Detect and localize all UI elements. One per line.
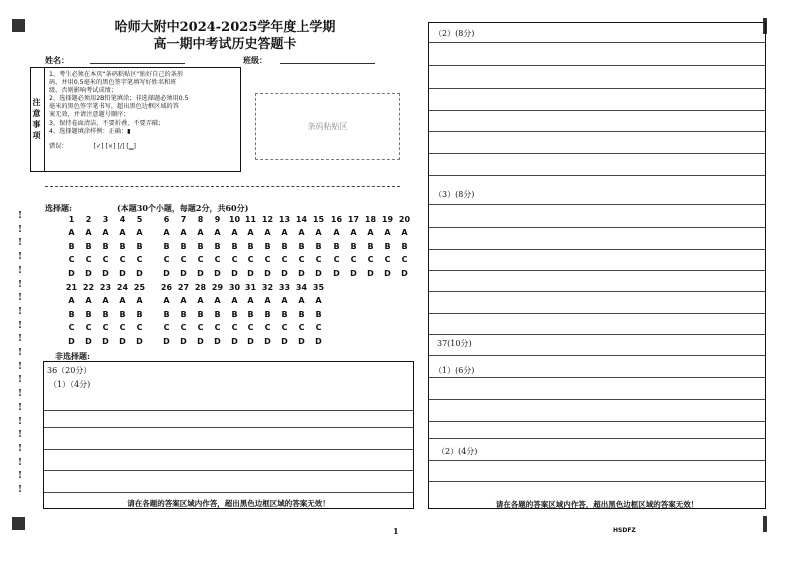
option-bubble-c[interactable]: C: [197, 323, 204, 332]
option-bubble-b[interactable]: B: [85, 309, 92, 319]
notice-line: 2、选择题必须用2B铅笔填涂；非选择题必须用0.5: [49, 95, 189, 103]
option-bubble-c[interactable]: C: [350, 255, 357, 264]
option-bubble-c[interactable]: C: [281, 255, 288, 264]
answer-line[interactable]: [429, 421, 765, 422]
q36-title: 36（20分）: [47, 366, 92, 375]
option-bubble-a[interactable]: A: [163, 228, 170, 237]
margin-mark: !: [18, 443, 22, 454]
choice-section-note: (本题30个小题，每题2分，共60分): [117, 203, 249, 213]
option-bubble-b[interactable]: B: [367, 241, 374, 251]
answer-line[interactable]: [429, 249, 765, 250]
barcode-area[interactable]: [255, 93, 400, 160]
option-bubble-c[interactable]: C: [298, 255, 305, 264]
option-bubble-c[interactable]: C: [119, 255, 126, 264]
question-number: 24: [116, 283, 129, 292]
right-answer-box: [428, 22, 766, 509]
question-number: 4: [119, 215, 126, 224]
option-bubble-b[interactable]: B: [68, 241, 75, 251]
option-bubble-a[interactable]: A: [102, 296, 109, 305]
option-bubble-b[interactable]: B: [401, 241, 408, 251]
q36-sub2-title: （2）(8分): [434, 29, 475, 38]
answer-line[interactable]: [429, 131, 765, 132]
option-bubble-a[interactable]: A: [119, 296, 126, 305]
option-bubble-d[interactable]: D: [247, 336, 254, 346]
margin-mark: !: [18, 471, 22, 482]
option-bubble-d[interactable]: D: [102, 268, 109, 278]
option-bubble-c[interactable]: C: [367, 255, 374, 264]
footer-warning-left: 请在各题的答案区域内作答，超出黑色边框区域的答案无效！: [127, 499, 330, 508]
option-bubble-b[interactable]: B: [384, 241, 391, 251]
margin-mark: !: [18, 224, 22, 235]
question-number: 14: [295, 215, 308, 224]
option-bubble-d[interactable]: D: [85, 336, 92, 346]
margin-mark: !: [18, 252, 22, 263]
question-number: 30: [228, 283, 241, 292]
option-bubble-c[interactable]: C: [333, 255, 340, 264]
question-number: 10: [228, 215, 241, 224]
option-bubble-d[interactable]: D: [197, 268, 204, 278]
answer-line[interactable]: [429, 110, 765, 111]
option-bubble-d[interactable]: D: [333, 268, 340, 278]
option-bubble-d[interactable]: D: [119, 336, 126, 346]
margin-mark: !: [18, 430, 22, 441]
registration-mark-top-left: [12, 19, 25, 32]
option-bubble-b[interactable]: B: [231, 241, 238, 251]
option-bubble-d[interactable]: D: [298, 336, 305, 346]
answer-line[interactable]: [429, 42, 765, 43]
registration-mark-bottom-right: [763, 516, 767, 532]
nonchoice-section-label: 非选择题:: [55, 351, 90, 361]
question-number: 9: [214, 215, 221, 224]
question-number: 12: [261, 215, 274, 224]
option-bubble-b[interactable]: B: [264, 241, 271, 251]
option-bubble-a[interactable]: A: [197, 228, 204, 237]
option-bubble-a[interactable]: A: [102, 228, 109, 237]
option-bubble-b[interactable]: B: [102, 241, 109, 251]
notice-line: 案无效，并请注意题号顺序；: [49, 111, 130, 119]
option-bubble-c[interactable]: C: [384, 255, 391, 264]
option-bubble-a[interactable]: A: [231, 228, 238, 237]
option-bubble-d[interactable]: D: [68, 336, 75, 346]
option-bubble-d[interactable]: D: [315, 268, 322, 278]
question-number: 35: [312, 283, 325, 292]
question-number: 6: [163, 215, 170, 224]
answer-line[interactable]: [429, 204, 765, 205]
answer-line[interactable]: [44, 470, 413, 471]
option-bubble-b[interactable]: B: [85, 241, 92, 251]
option-bubble-c[interactable]: C: [401, 255, 408, 264]
answer-line[interactable]: [429, 175, 765, 176]
q36-sub3-title: （3）(8分): [434, 190, 475, 199]
option-bubble-d[interactable]: D: [68, 268, 75, 278]
notice-line: 毫米的黑色签字笔书写，超出黑色边框区域的答: [49, 103, 179, 111]
option-bubble-d[interactable]: D: [102, 336, 109, 346]
answer-line[interactable]: [429, 88, 765, 89]
question-number: 22: [82, 283, 95, 292]
option-bubble-c[interactable]: C: [214, 255, 221, 264]
option-bubble-a[interactable]: A: [367, 228, 374, 237]
footer-warning-right: 请在各题的答案区域内作答，超出黑色边框区域的答案无效！: [495, 500, 699, 509]
option-bubble-d[interactable]: D: [298, 268, 305, 278]
option-bubble-d[interactable]: D: [85, 268, 92, 278]
notice-heading: 注意事项: [31, 68, 45, 171]
notice-line: 4、选择题填涂样例：正确：▮: [49, 127, 131, 135]
option-bubble-b[interactable]: B: [197, 241, 204, 251]
option-bubble-b[interactable]: B: [264, 309, 271, 319]
answer-line[interactable]: [44, 449, 413, 450]
answer-line[interactable]: [44, 427, 413, 428]
margin-mark: !: [18, 375, 22, 386]
option-bubble-d[interactable]: D: [281, 336, 288, 346]
option-bubble-a[interactable]: A: [136, 296, 143, 305]
option-bubble-a[interactable]: A: [197, 296, 204, 305]
option-bubble-b[interactable]: B: [281, 309, 288, 319]
option-bubble-a[interactable]: A: [214, 296, 221, 305]
option-bubble-c[interactable]: C: [119, 323, 126, 332]
notice-line: 级，否则影响考试成绩；: [49, 87, 118, 95]
answer-line[interactable]: [44, 410, 413, 411]
answer-line[interactable]: [429, 377, 765, 378]
option-bubble-d[interactable]: D: [315, 336, 322, 346]
option-bubble-c[interactable]: C: [136, 255, 143, 264]
question-number: 26: [160, 283, 173, 292]
question-number: 8: [197, 215, 204, 224]
option-bubble-c[interactable]: C: [163, 255, 170, 264]
option-bubble-c[interactable]: C: [68, 323, 75, 332]
option-bubble-d[interactable]: D: [231, 268, 238, 278]
question-number: 33: [278, 283, 291, 292]
option-bubble-d[interactable]: D: [180, 268, 187, 278]
option-bubble-a[interactable]: A: [247, 228, 254, 237]
option-bubble-b[interactable]: B: [350, 241, 357, 251]
option-bubble-a[interactable]: A: [298, 228, 305, 237]
option-bubble-b[interactable]: B: [247, 241, 254, 251]
margin-mark: !: [18, 306, 22, 317]
q37-title: 37(10分): [437, 339, 472, 348]
margin-mark: !: [18, 293, 22, 304]
option-bubble-c[interactable]: C: [281, 323, 288, 332]
page-title-line2: 高一期中考试历史答题卡: [153, 37, 297, 52]
margin-mark: !: [18, 348, 22, 358]
option-bubble-d[interactable]: D: [163, 268, 170, 278]
option-bubble-c[interactable]: C: [264, 323, 271, 332]
question-number: 27: [177, 283, 190, 292]
option-bubble-c[interactable]: C: [85, 323, 92, 332]
option-bubble-a[interactable]: A: [281, 296, 288, 305]
option-bubble-a[interactable]: A: [68, 296, 75, 305]
option-bubble-a[interactable]: A: [180, 296, 187, 305]
dashed-separator: [45, 186, 400, 187]
answer-line[interactable]: [429, 481, 765, 482]
wrong-examples: [✓] [×] [/] [▁]: [93, 142, 136, 150]
question-number: 3: [102, 215, 109, 224]
notice-line: 码，并用0.5毫米的黑色签字笔填写好姓名和班: [49, 79, 177, 87]
option-bubble-d[interactable]: D: [264, 268, 271, 278]
option-bubble-d[interactable]: D: [214, 336, 221, 346]
answer-line[interactable]: [429, 355, 765, 356]
option-bubble-b[interactable]: B: [163, 241, 170, 251]
option-bubble-b[interactable]: B: [214, 241, 221, 251]
option-bubble-d[interactable]: D: [119, 268, 126, 278]
name-field[interactable]: [90, 54, 185, 64]
option-bubble-a[interactable]: A: [350, 228, 357, 237]
q36-sub1-title: （1）（4分): [49, 380, 91, 389]
option-bubble-d[interactable]: D: [214, 268, 221, 278]
question-number: 17: [347, 215, 360, 224]
option-bubble-b[interactable]: B: [333, 241, 340, 251]
q37-sub1-title: （1）(6分): [434, 366, 475, 375]
option-bubble-c[interactable]: C: [247, 255, 254, 264]
option-bubble-c[interactable]: C: [315, 323, 322, 332]
option-bubble-c[interactable]: C: [231, 323, 238, 332]
option-bubble-c[interactable]: C: [247, 323, 254, 332]
page-number: 1: [393, 526, 399, 536]
option-bubble-a[interactable]: A: [298, 296, 305, 305]
question-number: 18: [364, 215, 377, 224]
notice-content: [45, 68, 240, 171]
name-label: 姓名：: [45, 55, 69, 65]
option-bubble-b[interactable]: B: [119, 241, 126, 251]
option-bubble-a[interactable]: A: [315, 228, 322, 237]
option-bubble-d[interactable]: D: [247, 268, 254, 278]
option-bubble-a[interactable]: A: [85, 296, 92, 305]
option-bubble-b[interactable]: B: [136, 309, 143, 319]
option-bubble-b[interactable]: B: [281, 241, 288, 251]
answer-line[interactable]: [429, 438, 765, 439]
question-number: 7: [180, 215, 187, 224]
question-number: 19: [381, 215, 394, 224]
option-bubble-d[interactable]: D: [197, 336, 204, 346]
option-bubble-d[interactable]: D: [180, 336, 187, 346]
option-bubble-b[interactable]: B: [247, 309, 254, 319]
class-field[interactable]: [280, 54, 375, 64]
option-bubble-a[interactable]: A: [136, 228, 143, 237]
wrong-example-label: 错误：: [49, 142, 68, 150]
option-bubble-a[interactable]: A: [401, 228, 408, 237]
margin-mark: !: [18, 389, 22, 400]
option-bubble-d[interactable]: D: [384, 268, 391, 278]
margin-mark: !: [18, 485, 22, 495]
page-title-line1: 哈师大附中2024-2025学年度上学期: [114, 20, 336, 35]
option-bubble-c[interactable]: C: [180, 255, 187, 264]
option-bubble-c[interactable]: C: [231, 255, 238, 264]
question-number: 28: [194, 283, 207, 292]
margin-mark: !: [18, 361, 22, 372]
option-bubble-a[interactable]: A: [231, 296, 238, 305]
option-bubble-c[interactable]: C: [298, 323, 305, 332]
option-bubble-a[interactable]: A: [68, 228, 75, 237]
option-bubble-d[interactable]: D: [281, 268, 288, 278]
sheet-code: HSDFZ: [613, 527, 636, 534]
question-number: 32: [261, 283, 274, 292]
margin-mark: !: [18, 265, 22, 276]
q37-sub2-title: （2）(4分): [437, 447, 478, 456]
option-bubble-b[interactable]: B: [102, 309, 109, 319]
question-number: 25: [133, 283, 146, 292]
option-bubble-c[interactable]: C: [315, 255, 322, 264]
answer-line[interactable]: [429, 460, 765, 461]
option-bubble-c[interactable]: C: [264, 255, 271, 264]
option-bubble-b[interactable]: B: [298, 241, 305, 251]
option-bubble-d[interactable]: D: [231, 336, 238, 346]
margin-mark: !: [18, 238, 22, 249]
option-bubble-a[interactable]: A: [119, 228, 126, 237]
answer-line[interactable]: [429, 291, 765, 292]
answer-line[interactable]: [429, 65, 765, 66]
option-bubble-b[interactable]: B: [298, 309, 305, 319]
option-bubble-a[interactable]: A: [247, 296, 254, 305]
registration-mark-bottom-left: [12, 517, 25, 530]
answer-line[interactable]: [429, 399, 765, 400]
margin-mark: !: [18, 416, 22, 427]
option-bubble-a[interactable]: A: [264, 228, 271, 237]
margin-mark: !: [18, 402, 22, 413]
option-bubble-c[interactable]: C: [180, 323, 187, 332]
margin-mark: !: [18, 334, 22, 345]
option-bubble-b[interactable]: B: [163, 309, 170, 319]
answer-line[interactable]: [429, 334, 765, 335]
question-number: 11: [244, 215, 257, 224]
option-bubble-c[interactable]: C: [85, 255, 92, 264]
q36-answer-box: [43, 361, 414, 509]
option-bubble-d[interactable]: D: [136, 336, 143, 346]
option-bubble-b[interactable]: B: [68, 309, 75, 319]
question-number: 2: [85, 215, 92, 224]
class-label: 班级：: [243, 55, 267, 65]
option-bubble-d[interactable]: D: [264, 336, 271, 346]
answer-line[interactable]: [44, 492, 413, 493]
option-bubble-b[interactable]: B: [180, 241, 187, 251]
option-bubble-a[interactable]: A: [214, 228, 221, 237]
question-number: 23: [99, 283, 112, 292]
option-bubble-a[interactable]: A: [85, 228, 92, 237]
option-bubble-a[interactable]: A: [163, 296, 170, 305]
option-bubble-c[interactable]: C: [102, 255, 109, 264]
option-bubble-c[interactable]: C: [136, 323, 143, 332]
option-bubble-b[interactable]: B: [214, 309, 221, 319]
option-bubble-a[interactable]: A: [315, 296, 322, 305]
option-bubble-d[interactable]: D: [367, 268, 374, 278]
option-bubble-a[interactable]: A: [384, 228, 391, 237]
option-bubble-d[interactable]: D: [401, 268, 408, 278]
option-bubble-a[interactable]: A: [333, 228, 340, 237]
notice-line: 3、保持卷面清洁，不要折叠，不要弄破；: [49, 119, 165, 127]
notice-box: [30, 67, 241, 172]
option-bubble-b[interactable]: B: [231, 309, 238, 319]
option-bubble-a[interactable]: A: [180, 228, 187, 237]
barcode-label: 条码粘贴区: [307, 122, 348, 131]
answer-line[interactable]: [429, 313, 765, 314]
choice-section-label: 选择题:: [45, 203, 72, 213]
question-number: 16: [330, 215, 343, 224]
question-number: 31: [244, 283, 257, 292]
option-bubble-c[interactable]: C: [163, 323, 170, 332]
question-number: 15: [312, 215, 325, 224]
question-number: 1: [68, 215, 75, 224]
answer-line[interactable]: [429, 227, 765, 228]
option-bubble-d[interactable]: D: [136, 268, 143, 278]
margin-mark: !: [18, 211, 22, 221]
margin-mark: !: [18, 320, 22, 331]
question-number: 5: [136, 215, 143, 224]
question-number: 21: [65, 283, 78, 292]
question-number: 13: [278, 215, 291, 224]
option-bubble-b[interactable]: B: [180, 309, 187, 319]
notice-line: 1、考生必须在本页“条码粘贴区”贴好自己的条形: [49, 71, 184, 78]
option-bubble-a[interactable]: A: [264, 296, 271, 305]
option-bubble-b[interactable]: B: [119, 309, 126, 319]
option-bubble-a[interactable]: A: [281, 228, 288, 237]
margin-mark: !: [18, 279, 22, 290]
option-bubble-c[interactable]: C: [68, 255, 75, 264]
question-number: 20: [398, 215, 411, 224]
option-bubble-c[interactable]: C: [214, 323, 221, 332]
option-bubble-b[interactable]: B: [315, 241, 322, 251]
answer-line[interactable]: [429, 153, 765, 154]
margin-mark: !: [18, 457, 22, 468]
option-bubble-d[interactable]: D: [163, 336, 170, 346]
question-number: 29: [211, 283, 224, 292]
option-bubble-c[interactable]: C: [197, 255, 204, 264]
option-bubble-c[interactable]: C: [102, 323, 109, 332]
option-bubble-d[interactable]: D: [350, 268, 357, 278]
answer-line[interactable]: [429, 270, 765, 271]
option-bubble-b[interactable]: B: [315, 309, 322, 319]
question-number: 34: [295, 283, 308, 292]
option-bubble-b[interactable]: B: [136, 241, 143, 251]
option-bubble-b[interactable]: B: [197, 309, 204, 319]
